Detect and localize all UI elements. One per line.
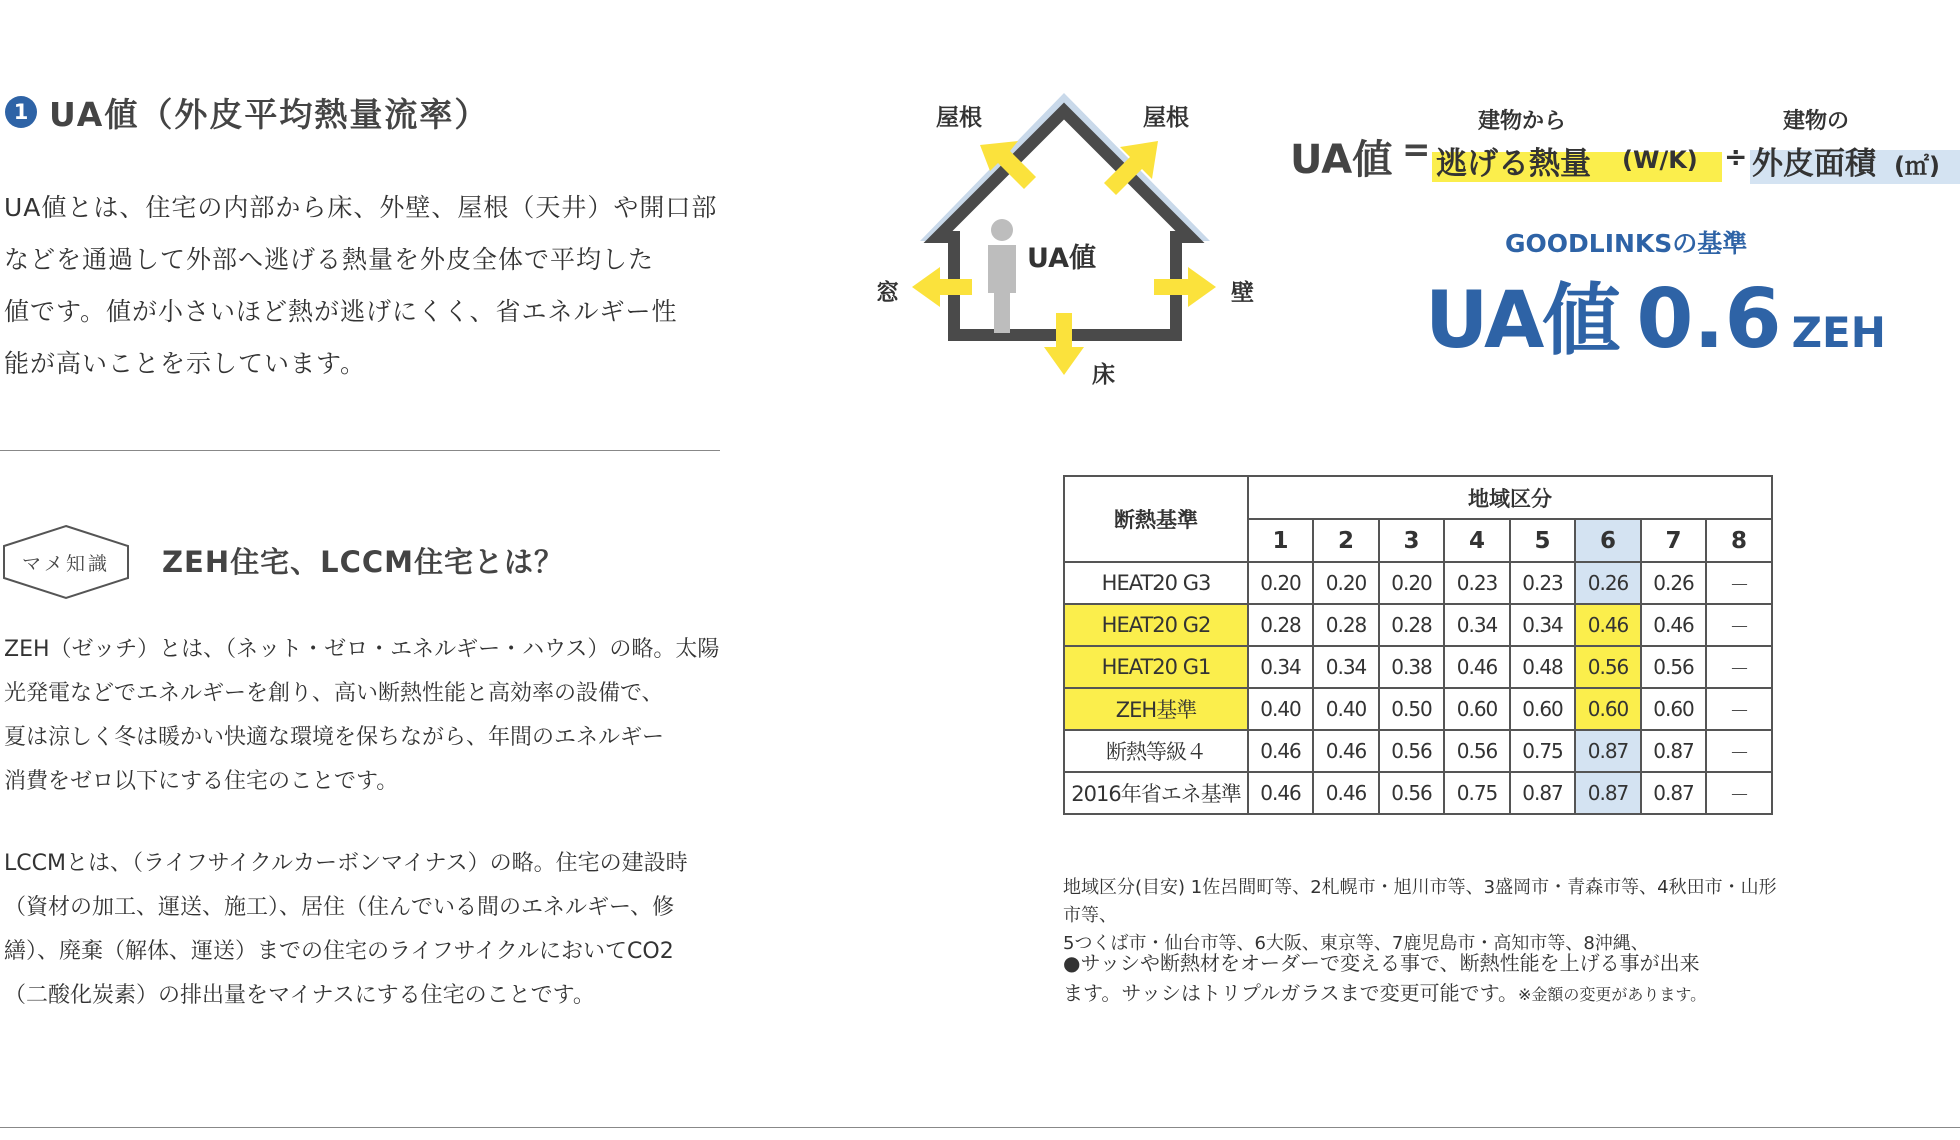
formula-equals: = — [1402, 130, 1431, 170]
label-window: 窓 — [876, 280, 899, 306]
formula-term1: 逃げる熱量 — [1436, 146, 1591, 182]
table-cell: 0.20 — [1379, 562, 1444, 604]
table-row — [1064, 604, 1772, 646]
table-cell: 0.40 — [1313, 688, 1379, 730]
mame-title: ZEH住宅、LCCM住宅とは？ — [162, 545, 565, 579]
bottom-divider — [0, 1127, 1960, 1128]
table-cell: 0.20 — [1248, 562, 1313, 604]
mame-badge-label: マメ知識 — [21, 552, 110, 575]
table-cell: 0.56 — [1575, 646, 1641, 688]
table-cell: 0.60 — [1641, 688, 1706, 730]
table-cell: 0.38 — [1379, 646, 1444, 688]
table-corner-header: 断熱基準 — [1064, 476, 1248, 562]
table-row — [1064, 772, 1772, 814]
zeh-line: ZEH（ゼッチ）とは、（ネット・ゼロ・エネルギー・ハウス）の略。太陽 — [4, 637, 720, 662]
ua-description — [4, 182, 724, 390]
row-label: 2016年省エネ基準 — [1064, 772, 1248, 814]
formula-unit1: (W/K) — [1622, 146, 1698, 174]
zeh-line: 夏は涼しく冬は暖かい快適な環境を保ちながら、年間のエネルギー — [4, 725, 665, 750]
table-cell: 0.46 — [1641, 604, 1706, 646]
table-cell: － — [1706, 772, 1772, 814]
table-cell: 0.60 — [1510, 688, 1575, 730]
table-cell: 0.40 — [1248, 688, 1313, 730]
row-label: HEAT20 G3 — [1064, 562, 1248, 604]
table-cell: － — [1706, 646, 1772, 688]
formula-unit2: (㎡) — [1894, 152, 1940, 180]
ua-description-line: などを通過して外部へ逃げる熱量を外皮全体で平均した — [4, 245, 655, 274]
formula-term2: 外皮面積 — [1752, 146, 1876, 182]
table-region-header: 地域区分 — [1248, 476, 1772, 519]
lccm-line: （二酸化炭素）の排出量をマイナスにする住宅のことです。 — [4, 983, 595, 1008]
table-cell: 0.34 — [1248, 646, 1313, 688]
order-note-line: ●サッシや断熱材をオーダーで変える事で、断熱性能を上げる事が出来 — [1063, 951, 1700, 975]
table-cell: 0.46 — [1248, 772, 1313, 814]
formula-term1-top: 建物から — [1478, 109, 1567, 134]
row-label: HEAT20 G2 — [1064, 604, 1248, 646]
table-cell: 0.87 — [1575, 772, 1641, 814]
section-number-badge: 1 — [5, 96, 37, 128]
region-col-header: 6 — [1575, 519, 1641, 562]
ua-formula — [1290, 109, 1960, 190]
table-cell: 0.34 — [1313, 646, 1379, 688]
lccm-description — [4, 842, 724, 1018]
region-col-header: 2 — [1313, 519, 1379, 562]
table-cell: 0.48 — [1510, 646, 1575, 688]
table-cell: 0.26 — [1575, 562, 1641, 604]
formula-divide: ÷ — [1724, 140, 1748, 173]
divider — [0, 450, 720, 451]
table-cell: 0.46 — [1313, 730, 1379, 772]
table-cell: 0.34 — [1444, 604, 1510, 646]
table-cell: － — [1706, 604, 1772, 646]
table-cell: 0.34 — [1510, 604, 1575, 646]
ua-description-line: UA値とは、住宅の内部から床、外壁、屋根（天井）や開口部 — [4, 193, 718, 222]
table-cell: 0.20 — [1313, 562, 1379, 604]
table-cell: － — [1706, 688, 1772, 730]
table-cell: 0.28 — [1379, 604, 1444, 646]
table-cell: － — [1706, 730, 1772, 772]
table-cell: 0.26 — [1641, 562, 1706, 604]
table-row — [1064, 688, 1772, 730]
standard-label: GOODLINKSの基準 — [1505, 229, 1748, 258]
region-col-header: 4 — [1444, 519, 1510, 562]
region-col-header: 3 — [1379, 519, 1444, 562]
formula-lhs: UA値 — [1290, 137, 1393, 183]
standard-number: 0.6 — [1636, 272, 1782, 367]
order-note-small: ※金額の変更があります。 — [1518, 985, 1707, 1004]
table-row — [1064, 646, 1772, 688]
table-cell: 0.50 — [1379, 688, 1444, 730]
table-cell: 0.56 — [1444, 730, 1510, 772]
region-col-header: 1 — [1248, 519, 1313, 562]
table-cell: 0.56 — [1379, 772, 1444, 814]
table-cell: 0.60 — [1444, 688, 1510, 730]
zeh-line: 消費をゼロ以下にする住宅のことです。 — [4, 769, 399, 794]
label-roof-right: 屋根 — [1143, 105, 1189, 131]
ua-description-line: 値です。値が小さいほど熱が逃げにくく、省エネルギー性 — [4, 297, 678, 326]
table-cell: 0.87 — [1641, 772, 1706, 814]
region-col-header: 7 — [1641, 519, 1706, 562]
table-cell: 0.56 — [1379, 730, 1444, 772]
lccm-line: LCCMとは、（ライフサイクルカーボンマイナス）の略。住宅の建設時 — [4, 851, 688, 876]
zeh-line: 光発電などでエネルギーを創り、高い断熱性能と高効率の設備で、 — [4, 681, 664, 706]
table-cell: 0.46 — [1313, 772, 1379, 814]
section-title-text: UA値（外皮平均熱量流率） — [49, 94, 490, 134]
row-label: HEAT20 G1 — [1064, 646, 1248, 688]
table-cell: 0.75 — [1444, 772, 1510, 814]
label-floor: 床 — [1092, 362, 1115, 388]
table-cell: 0.87 — [1641, 730, 1706, 772]
label-house-center: UA値 — [1027, 243, 1096, 274]
table-cell: 0.60 — [1575, 688, 1641, 730]
ua-description-line: 能が高いことを示しています。 — [4, 349, 367, 378]
order-note — [1063, 948, 1783, 1010]
section-title — [5, 92, 489, 132]
table-cell: 0.87 — [1575, 730, 1641, 772]
table-cell: 0.28 — [1313, 604, 1379, 646]
table-cell: 0.46 — [1575, 604, 1641, 646]
table-row — [1064, 562, 1772, 604]
table-cell: 0.23 — [1444, 562, 1510, 604]
table-cell: － — [1706, 562, 1772, 604]
region-note-line: 地域区分(目安) 1佐呂間町等、2札幌市・旭川市等、3盛岡市・青森市等、4秋田市・山形市等、 — [1063, 877, 1777, 926]
lccm-line: （資材の加工、運送、施工）、居住（住んでいる間のエネルギー、修 — [4, 895, 675, 920]
table-cell: 0.56 — [1641, 646, 1706, 688]
table-cell: 0.87 — [1510, 772, 1575, 814]
region-note — [1063, 874, 1783, 958]
lccm-line: 繕）、廃棄（解体、運送）までの住宅のライフサイクルにおいてCO2 — [4, 939, 674, 964]
table-cell: 0.46 — [1248, 730, 1313, 772]
region-col-header: 8 — [1706, 519, 1772, 562]
region-col-header: 5 — [1510, 519, 1575, 562]
formula-term2-top: 建物の — [1783, 109, 1850, 134]
table-cell: 0.23 — [1510, 562, 1575, 604]
label-roof-left: 屋根 — [936, 105, 982, 131]
row-label: ZEH基準 — [1064, 688, 1248, 730]
row-label: 断熱等級４ — [1064, 730, 1248, 772]
standard-value — [1425, 258, 1886, 367]
standard-suffix: ZEH — [1791, 308, 1886, 357]
house-diagram — [870, 85, 1250, 385]
label-wall: 壁 — [1231, 280, 1254, 306]
standard-ua: UA値 — [1425, 276, 1619, 366]
order-note-line: ます。サッシはトリプルガラスまで変更可能です。 — [1063, 981, 1518, 1005]
region-note-line: 5つくば市・仙台市等、6大阪、東京等、7鹿児島市・高知市等、8沖縄、 — [1063, 933, 1649, 954]
table-cell: 0.28 — [1248, 604, 1313, 646]
person-icon — [991, 219, 1013, 241]
table-cell: 0.75 — [1510, 730, 1575, 772]
ua-standard-table — [1063, 475, 1773, 815]
table-row — [1064, 730, 1772, 772]
table-cell: 0.46 — [1444, 646, 1510, 688]
zeh-description — [4, 628, 724, 804]
